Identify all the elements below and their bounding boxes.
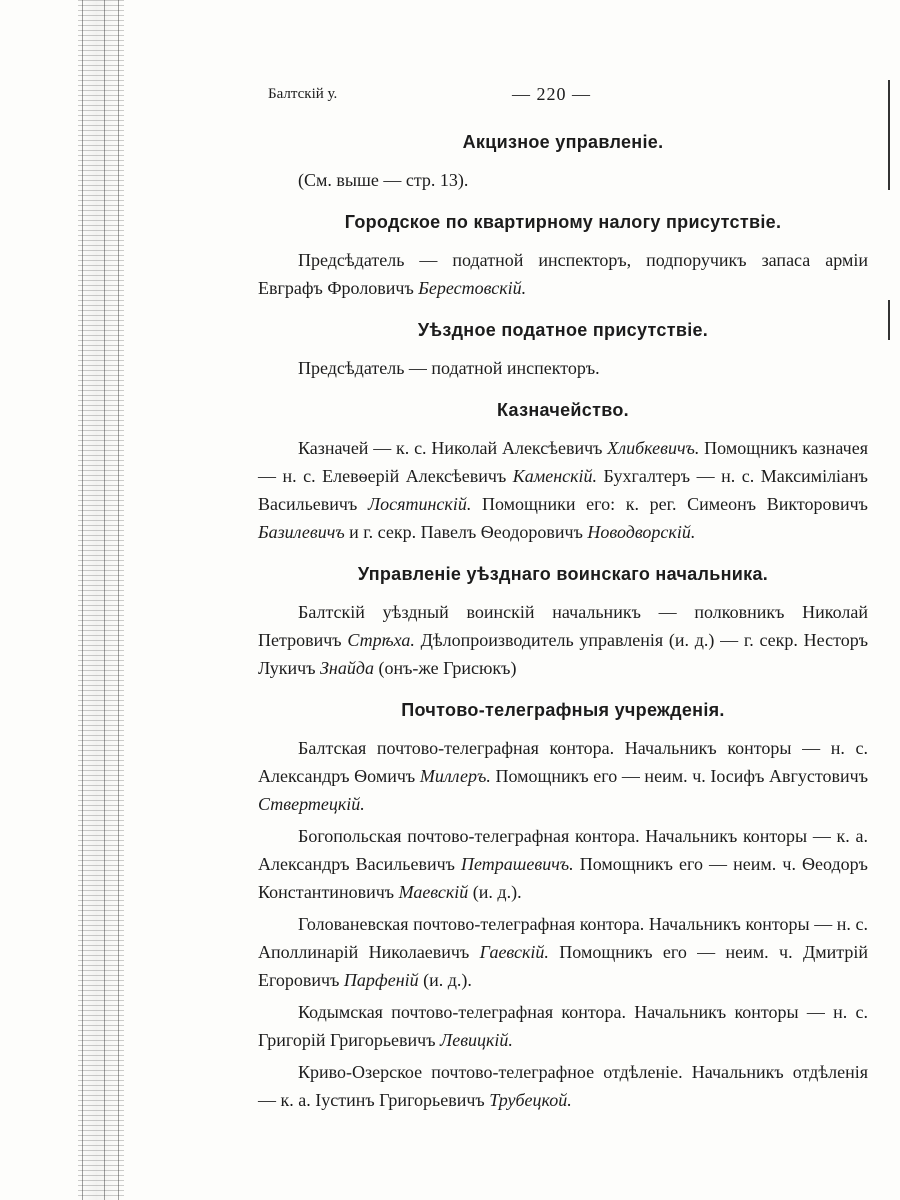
section-heading: Почтово-телеграфныя учрежденія.: [401, 700, 725, 720]
section-paragraph: [258, 734, 868, 818]
person-surname: Берестовскій.: [418, 278, 527, 298]
paragraph-text: Помощникъ казначея — н. с. Елевѳерій Алексѣевичъ: [258, 438, 868, 486]
section-paragraph: [258, 166, 868, 194]
section-paragraph: [258, 1058, 868, 1114]
page-number: — 220 —: [512, 84, 591, 104]
paragraph-text: Голованевская почтово-телеграфная контора. Начальникъ конторы — н. с. Аполлинарій Николаевичъ: [258, 914, 868, 962]
section-heading: Управленіе уѣзднаго воинскаго начальника.: [357, 564, 769, 584]
paragraph-text: Помощникъ его — неим. ч. Іосифъ Августовичъ: [490, 766, 869, 786]
paragraph-text: Балтскій уѣздный воинскій начальникъ — полковникъ Николай Петровичъ: [258, 602, 868, 650]
paragraph-text: Бухгалтеръ — н. с. Максиміліанъ Васильевичъ: [258, 466, 868, 514]
person-surname: Новодворскій.: [587, 522, 696, 542]
section-paragraph: [258, 354, 868, 382]
running-head: Балтскій у.: [268, 86, 338, 102]
paragraph-text: (и. д.).: [468, 882, 522, 902]
person-surname: Маевскій: [398, 882, 469, 902]
person-surname: Трубецкой.: [489, 1090, 572, 1110]
margin-mark: [888, 300, 890, 340]
person-surname: Петрашевичъ.: [461, 854, 574, 874]
person-surname: Знайда: [320, 658, 374, 678]
paragraph-text: (и. д.).: [418, 970, 472, 990]
paragraph-text: Предсѣдатель — податной инспекторъ, подпоручикъ запаса арміи Евграфъ Фроловичъ: [258, 250, 868, 298]
section-paragraph: [258, 822, 868, 906]
person-surname: Базилевичъ: [258, 522, 345, 542]
margin-mark: [888, 80, 890, 190]
paragraph-text: и г. секр. Павелъ Ѳеодоровичъ: [344, 522, 588, 542]
section-paragraph: [258, 598, 868, 682]
page-body: [258, 124, 868, 1118]
paragraph-text: Дѣлопроизводитель управленія (и. д.) — г. секр. Несторъ Лукичъ: [258, 630, 869, 678]
person-surname: Левицкій.: [440, 1030, 513, 1050]
person-surname: Хлибкевичъ.: [607, 438, 700, 458]
person-surname: Парфеній: [343, 970, 419, 990]
section-paragraph: [258, 910, 868, 994]
paragraph-text: (См. выше — стр. 13).: [298, 170, 469, 190]
paragraph-text: Богопольская почтово-телеграфная контора. Начальникъ конторы — к. а. Александръ Васильевичъ: [258, 826, 868, 874]
paragraph-text: Помощникъ его — неим. ч. Ѳеодоръ Константиновичъ: [258, 854, 868, 902]
paragraph-text: Балтская почтово-телеграфная контора. Начальникъ конторы — н. с. Александръ Ѳомичъ: [258, 738, 868, 786]
paragraph-text: Кодымская почтово-телеграфная контора. Начальникъ конторы — н. с. Григорій Григорьевичъ: [258, 1002, 868, 1050]
paragraph-text: Помощники его: к. рег. Симеонъ Викторовичъ: [471, 494, 868, 514]
paragraph-text: Криво-Озерское почтово-телеграфное отдѣленіе. Начальникъ отдѣленія — к. а. Іустинъ Григорьевичъ: [258, 1062, 868, 1110]
person-surname: Гаевскій.: [479, 942, 549, 962]
person-surname: Каменскій.: [512, 466, 598, 486]
binding-line: [82, 0, 83, 1200]
section-paragraph: [258, 246, 868, 302]
section-paragraph: [258, 434, 868, 546]
paragraph-text: Казначей — к. с. Николай Алексѣевичъ: [298, 438, 608, 458]
section-heading: Казначейство.: [497, 400, 629, 420]
paragraph-text: Предсѣдатель — податной инспекторъ.: [298, 358, 600, 378]
person-surname: Стрѣха.: [347, 630, 415, 650]
binding-line: [118, 0, 119, 1200]
section-heading: Акцизное управленіе.: [462, 132, 664, 152]
section-heading: Уѣздное податное присутствіе.: [417, 320, 709, 340]
person-surname: Ствертецкій.: [258, 794, 365, 814]
paragraph-text: Помощникъ его — неим. ч. Дмитрій Егоровичъ: [258, 942, 868, 990]
section-paragraph: [258, 998, 868, 1054]
binding-line: [104, 0, 105, 1200]
paragraph-text: (онъ-же Грисюкъ): [373, 658, 517, 678]
section-heading: Городское по квартирному налогу присутствіе.: [344, 212, 782, 232]
person-surname: Лосятинскій.: [367, 494, 472, 514]
person-surname: Миллеръ.: [419, 766, 491, 786]
